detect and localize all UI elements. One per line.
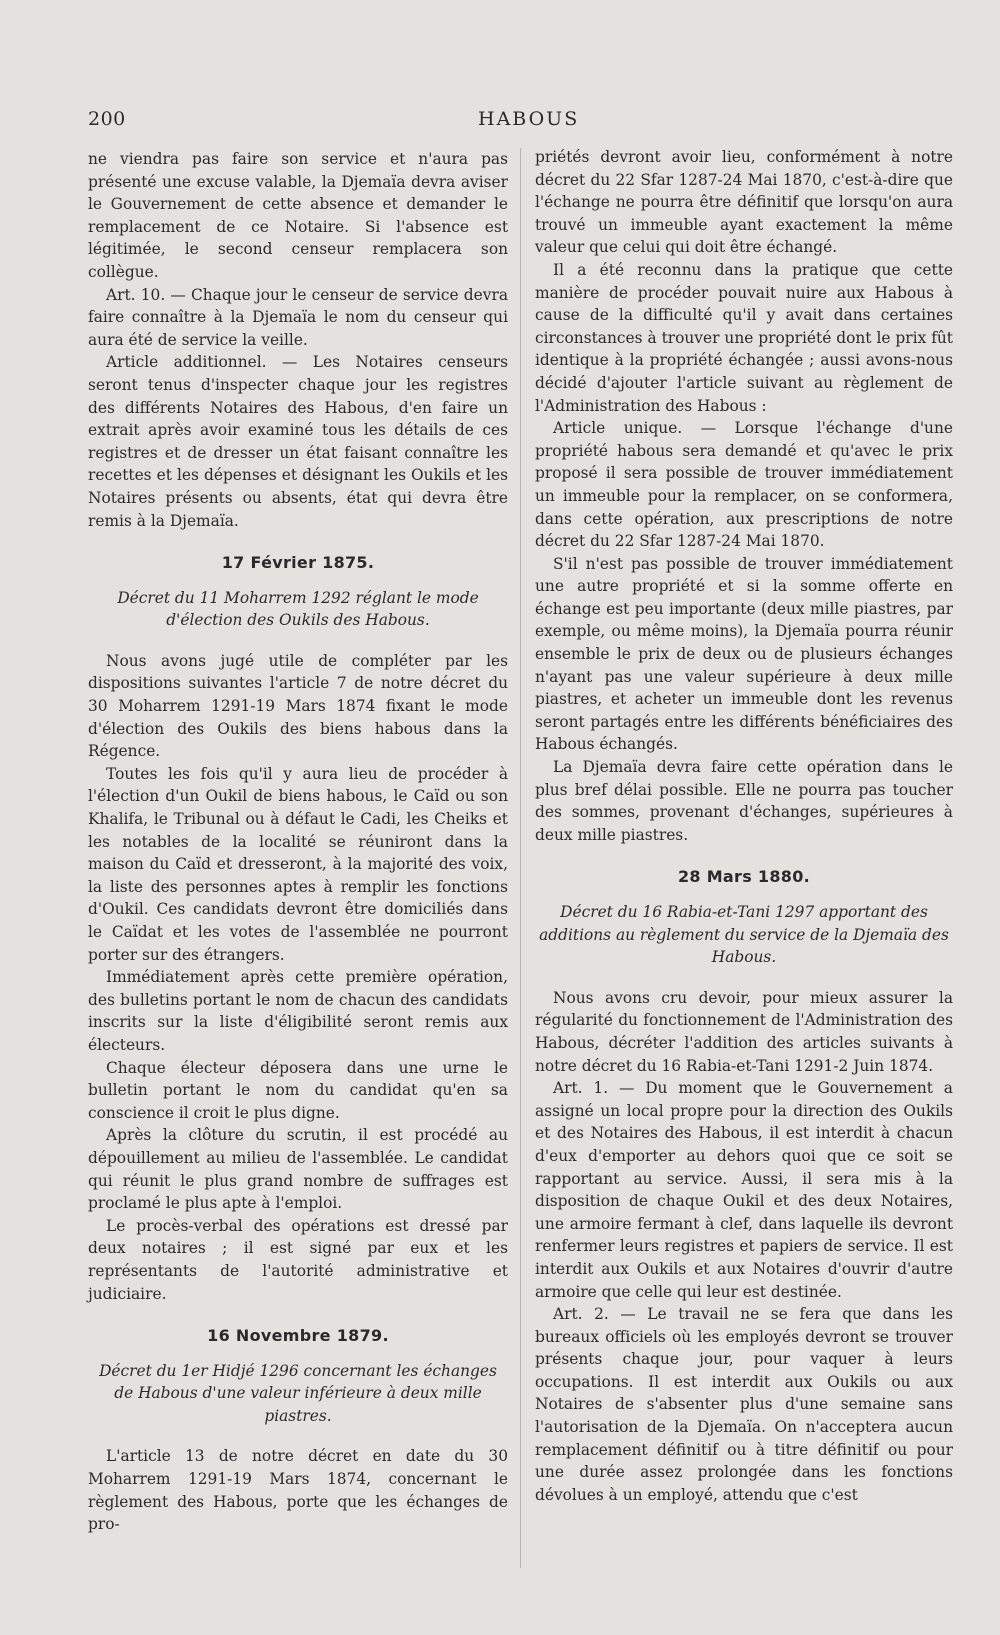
page-header — [0, 108, 1000, 132]
paragraph: Art. 10. — Chaque jour le censeur de service devra faire connaître à la Djemaïa le nom du censeur qui aura été de service la veille. — [88, 285, 508, 349]
paragraph: Article unique. — Lorsque l'échange d'une propriété habous sera demandé et qu'avec le prix proposé il sera possible de trouver immédiatement un immeuble pour la remplacer, on se conformera, dans cette opération, aux prescriptions de notre décret du 22 Sfar 1287-24 Mai 1870. — [535, 419, 953, 551]
paragraph: La Djemaïa devra faire cette opération dans le plus bref délai possible. Elle ne pourra pas toucher des sommes, provenant d'échanges, supérieures à deux mille piastres. — [535, 758, 953, 844]
column-divider — [520, 148, 521, 1568]
paragraph: Nous avons cru devoir, pour mieux assurer la régularité du fonctionnement de l'Administration des Habous, décréter l'addition des articles suivants à notre décret du 16 Rabia-et-Tani 1291-2 Juin 1874. — [535, 988, 953, 1075]
paragraph: Immédiatement après cette première opération, des bulletins portant le nom de chacun des candidats inscrits sur la liste d'éligibilité seront remis aux électeurs. — [88, 968, 508, 1054]
right-column — [535, 146, 953, 1506]
paragraph: priétés devront avoir lieu, conformément à notre décret du 22 Sfar 1287-24 Mai 1870, c'est-à-dire que l'échange ne pourra être définitif que lorsqu'on aura trouvé un immeuble ayant exactement la même valeur que celui qui doit être échangé. — [535, 148, 953, 257]
paragraph: Il a été reconnu dans la pratique que cette manière de procéder pouvait nuire aux Habous à cause de la difficulté qu'il y avait dans certaines circonstances à trouver une propriété dont le prix fût identique à la propriété échangée ; aussi avons-nous décidé d'ajouter l'article suivant au règlement de l'Administration des Habous : — [535, 260, 953, 415]
paragraph: Art. 1. — Du moment que le Gouvernement a assigné un local propre pour la direction des Oukils et des Notaires des Habous, il est interdit à chacun d'eux d'emporter au dehors quoi que ce soit se rapportant au service. Aussi, il sera mis à la disposition de chaque Oukil et des deux Notaires, une armoire fermant à clef, dans laquelle ils devront renfermer leurs registres et papiers de service. Il est interdit aux Oukils et aux Notaires d'ouvrir d'autre armoire que celle qui leur est destinée. — [535, 1079, 953, 1301]
paragraph: Nous avons jugé utile de compléter par les dispositions suivantes l'article 7 de notre décret du 30 Moharrem 1291-19 Mars 1874 fixant le mode d'élection des Oukils des biens habous dans la Régence. — [88, 651, 508, 761]
decree-title: Décret du 16 Rabia-et-Tani 1297 apportant des additions au règlement du service de la Djemaïa des Habous. — [539, 903, 949, 967]
running-title: HABOUS — [478, 108, 580, 130]
decree-title: Décret du 11 Moharrem 1292 réglant le mode d'élection des Oukils des Habous. — [117, 588, 479, 630]
section-date-heading: 16 Novembre 1879. — [207, 1326, 389, 1346]
paragraph: Art. 2. — Le travail ne se fera que dans les bureaux officiels où les employés devront se trouver présents chaque jour, pour vaquer à leurs occupations. Il est interdit aux Oukils ou aux Notaires de s'absenter plus d'une semaine sans l'autorisation de la Djemaïa. On n'acceptera aucun remplacement définitif ou à titre définitif ou pour une durée assez prolongée dans les fonctions dévolues à un employé, attendu que c'est — [535, 1305, 953, 1504]
paragraph: S'il n'est pas possible de trouver immédiatement une autre propriété et si la somme offerte en échange est peu importante (deux mille piastres, par exemple, ou même moins), la Djemaïa pourra réunir ensemble le prix de deux ou de plusieurs échanges n'ayant pas une valeur supérieure à deux mille piastres, et acheter un immeuble dont les revenus seront partagés entre les différents bénéficiaires des Habous échangés. — [535, 554, 953, 754]
section-date-heading: 17 Février 1875. — [221, 553, 375, 573]
paragraph: Article additionnel. — Les Notaires censeurs seront tenus d'inspecter chaque jour les registres des différents Notaires des Habous, d'en faire un extrait après avoir examiné tous les détails de ces registres et de dresser un état faisant connaître les recettes et les dépenses et désignant les Oukils et les Notaires présents ou absents, état qui devra être remis à la Djemaïa. — [88, 353, 508, 530]
paragraph: Chaque électeur déposera dans une urne le bulletin portant le nom du candidat qu'en sa conscience il croit le plus digne. — [88, 1058, 508, 1122]
decree-title: Décret du 1er Hidjé 1296 concernant les échanges de Habous d'une valeur inférieure à deux mille piastres. — [99, 1361, 497, 1425]
paragraph: Le procès-verbal des opérations est dressé par deux notaires ; il est signé par eux et les représentants de l'autorité administrative et judiciaire. — [88, 1216, 508, 1303]
left-column — [88, 148, 508, 1536]
paragraph: L'article 13 de notre décret en date du 30 Moharrem 1291-19 Mars 1874, concernant le règlement des Habous, porte que les échanges de pro- — [88, 1447, 508, 1534]
page-number: 200 — [88, 108, 126, 130]
paragraph: ne viendra pas faire son service et n'aura pas présenté une excuse valable, la Djemaïa devra aviser le Gouvernement de cette absence et demander le remplacement de ce Notaire. Si l'absence est légitimée, le second censeur remplacera son collègue. — [88, 150, 508, 281]
paragraph: Après la clôture du scrutin, il est procédé au dépouillement au milieu de l'assemblée. Le candidat qui réunit le plus grand nombre de suffrages est proclamé le plus apte à l'emploi. — [88, 1126, 508, 1213]
section-date-heading: 28 Mars 1880. — [677, 867, 811, 887]
paragraph: Toutes les fois qu'il y aura lieu de procéder à l'élection d'un Oukil de biens habous, le Caïd ou son Khalifa, le Tribunal ou à défaut le Cadi, les Cheiks et les notables de la localité se réuniront dans la maison du Caïd et dresseront, à la majorité des voix, la liste des personnes aptes à remplir les fonctions d'Oukil. Ces candidats devront être domiciliés dans le Caïdat et les votes de l'assemblée ne pourront porter sur des étrangers. — [88, 764, 508, 964]
